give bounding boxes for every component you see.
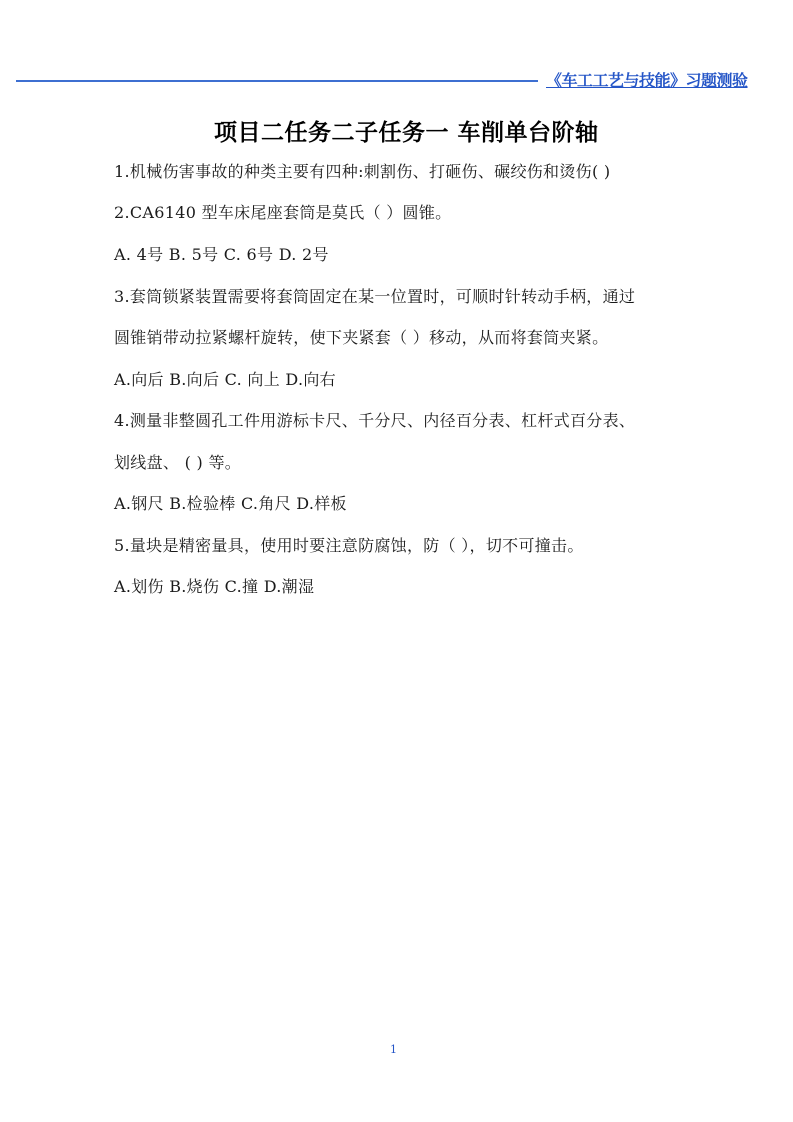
- question-4-text-line-1: 4.测量非整圆孔工件用游标卡尺、千分尺、内径百分表、杠杆式百分表、: [114, 411, 636, 430]
- question-1-text: 1.机械伤害事故的种类主要有四种:刺割伤、打砸伤、碾绞伤和烫伤( ): [114, 162, 611, 181]
- question-3-text-line-1: 3.套筒锁紧装置需要将套筒固定在某一位置时，可顺时针转动手柄，通过: [114, 287, 636, 306]
- question-5-text: 5.量块是精密量具，使用时要注意防腐蚀，防（ ），切不可撞击。: [114, 536, 584, 555]
- question-3-options: A.向后 B.向后 C. 向上 D.向右: [114, 370, 336, 389]
- page-number: 1: [390, 1043, 397, 1056]
- header-rule: [16, 80, 538, 82]
- page-title: 项目二任务二子任务一 车削单台阶轴: [214, 120, 599, 146]
- question-2-text: 2.CA6140 型车床尾座套筒是莫氏（ ）圆锥。: [114, 203, 452, 222]
- question-2-options: A. 4号 B. 5号 C. 6号 D. 2号: [114, 245, 329, 264]
- course-header-title: 《车工工艺与技能》习题测验: [546, 71, 748, 90]
- question-4-options: A.钢尺 B.检验棒 C.角尺 D.样板: [114, 494, 347, 513]
- question-3-text-line-2: 圆锥销带动拉紧螺杆旋转，使下夹紧套（ ）移动，从而将套筒夹紧。: [114, 328, 609, 347]
- question-4-text-line-2: 划线盘、 ( ) 等。: [114, 453, 242, 472]
- question-5-options: A.划伤 B.烧伤 C.撞 D.潮湿: [114, 577, 315, 596]
